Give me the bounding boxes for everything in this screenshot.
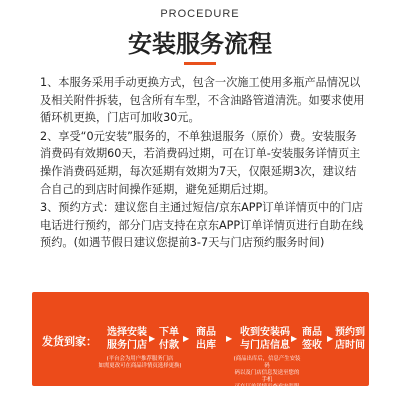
procedure-label: PROCEDURE xyxy=(160,8,240,20)
arrow-icon: ▶ xyxy=(183,334,190,343)
note-left: (平台会为用户推荐服务门店 如需更改可在商品详情页选择更换) xyxy=(98,356,182,369)
content-item-1: 1、本服务采用手动更换方式，包含一次施工使用多瓶产品情况以及相关附件拆装，包含所有车型，不含油路管道清洗。如要求使用循环机更换，门店可加收30元。 xyxy=(40,76,365,125)
process-banner xyxy=(32,292,369,397)
arrow-icon: ▶ xyxy=(149,334,156,343)
step-sign: 商品 签收 xyxy=(302,327,322,351)
title-underline xyxy=(184,62,216,65)
step-ship: 商品 出库 xyxy=(196,327,216,351)
arrow-icon: ▶ xyxy=(291,334,298,343)
arrow-icon: ▶ xyxy=(327,334,334,343)
note-right: (商品出库后，信息产生安装码 码以及门店信息发送至您的手机 可在订单详情页查看安装服务码) xyxy=(233,356,301,397)
arrow-icon: ▶ xyxy=(226,334,233,343)
step-select-store: 选择安装 服务门店 xyxy=(107,327,147,351)
banner-label: 发货到家： xyxy=(42,335,97,348)
step-pay: 下单 付款 xyxy=(159,327,179,351)
content-item-2: 2、享受“0元安装”服务的，不单独退服务（原价）费。安装服务消费码有效期60天，若消费码过期，可在订单-安装服务详情页主操作消费码延期，每次延期有效期为7天，仅限延期3次，建议结合自己的到店时间操作延期，避免延期后过期。 xyxy=(40,129,361,196)
step-book-time: 预约到 店时间 xyxy=(335,327,365,351)
service-content xyxy=(40,74,365,252)
content-item-3: 3、预约方式：建议您自主通过短信/京东APP订单详情页中的门店电话进行预约，部分门店支持在京东APP订单详情页进行自助在线预约。(如遇节假日建议您提前3-7天与门店预约服务时间) xyxy=(40,201,364,250)
step-receive-code: 收到安装码 与门店信息 xyxy=(240,327,290,351)
page-title: 安装服务流程 xyxy=(128,30,272,58)
